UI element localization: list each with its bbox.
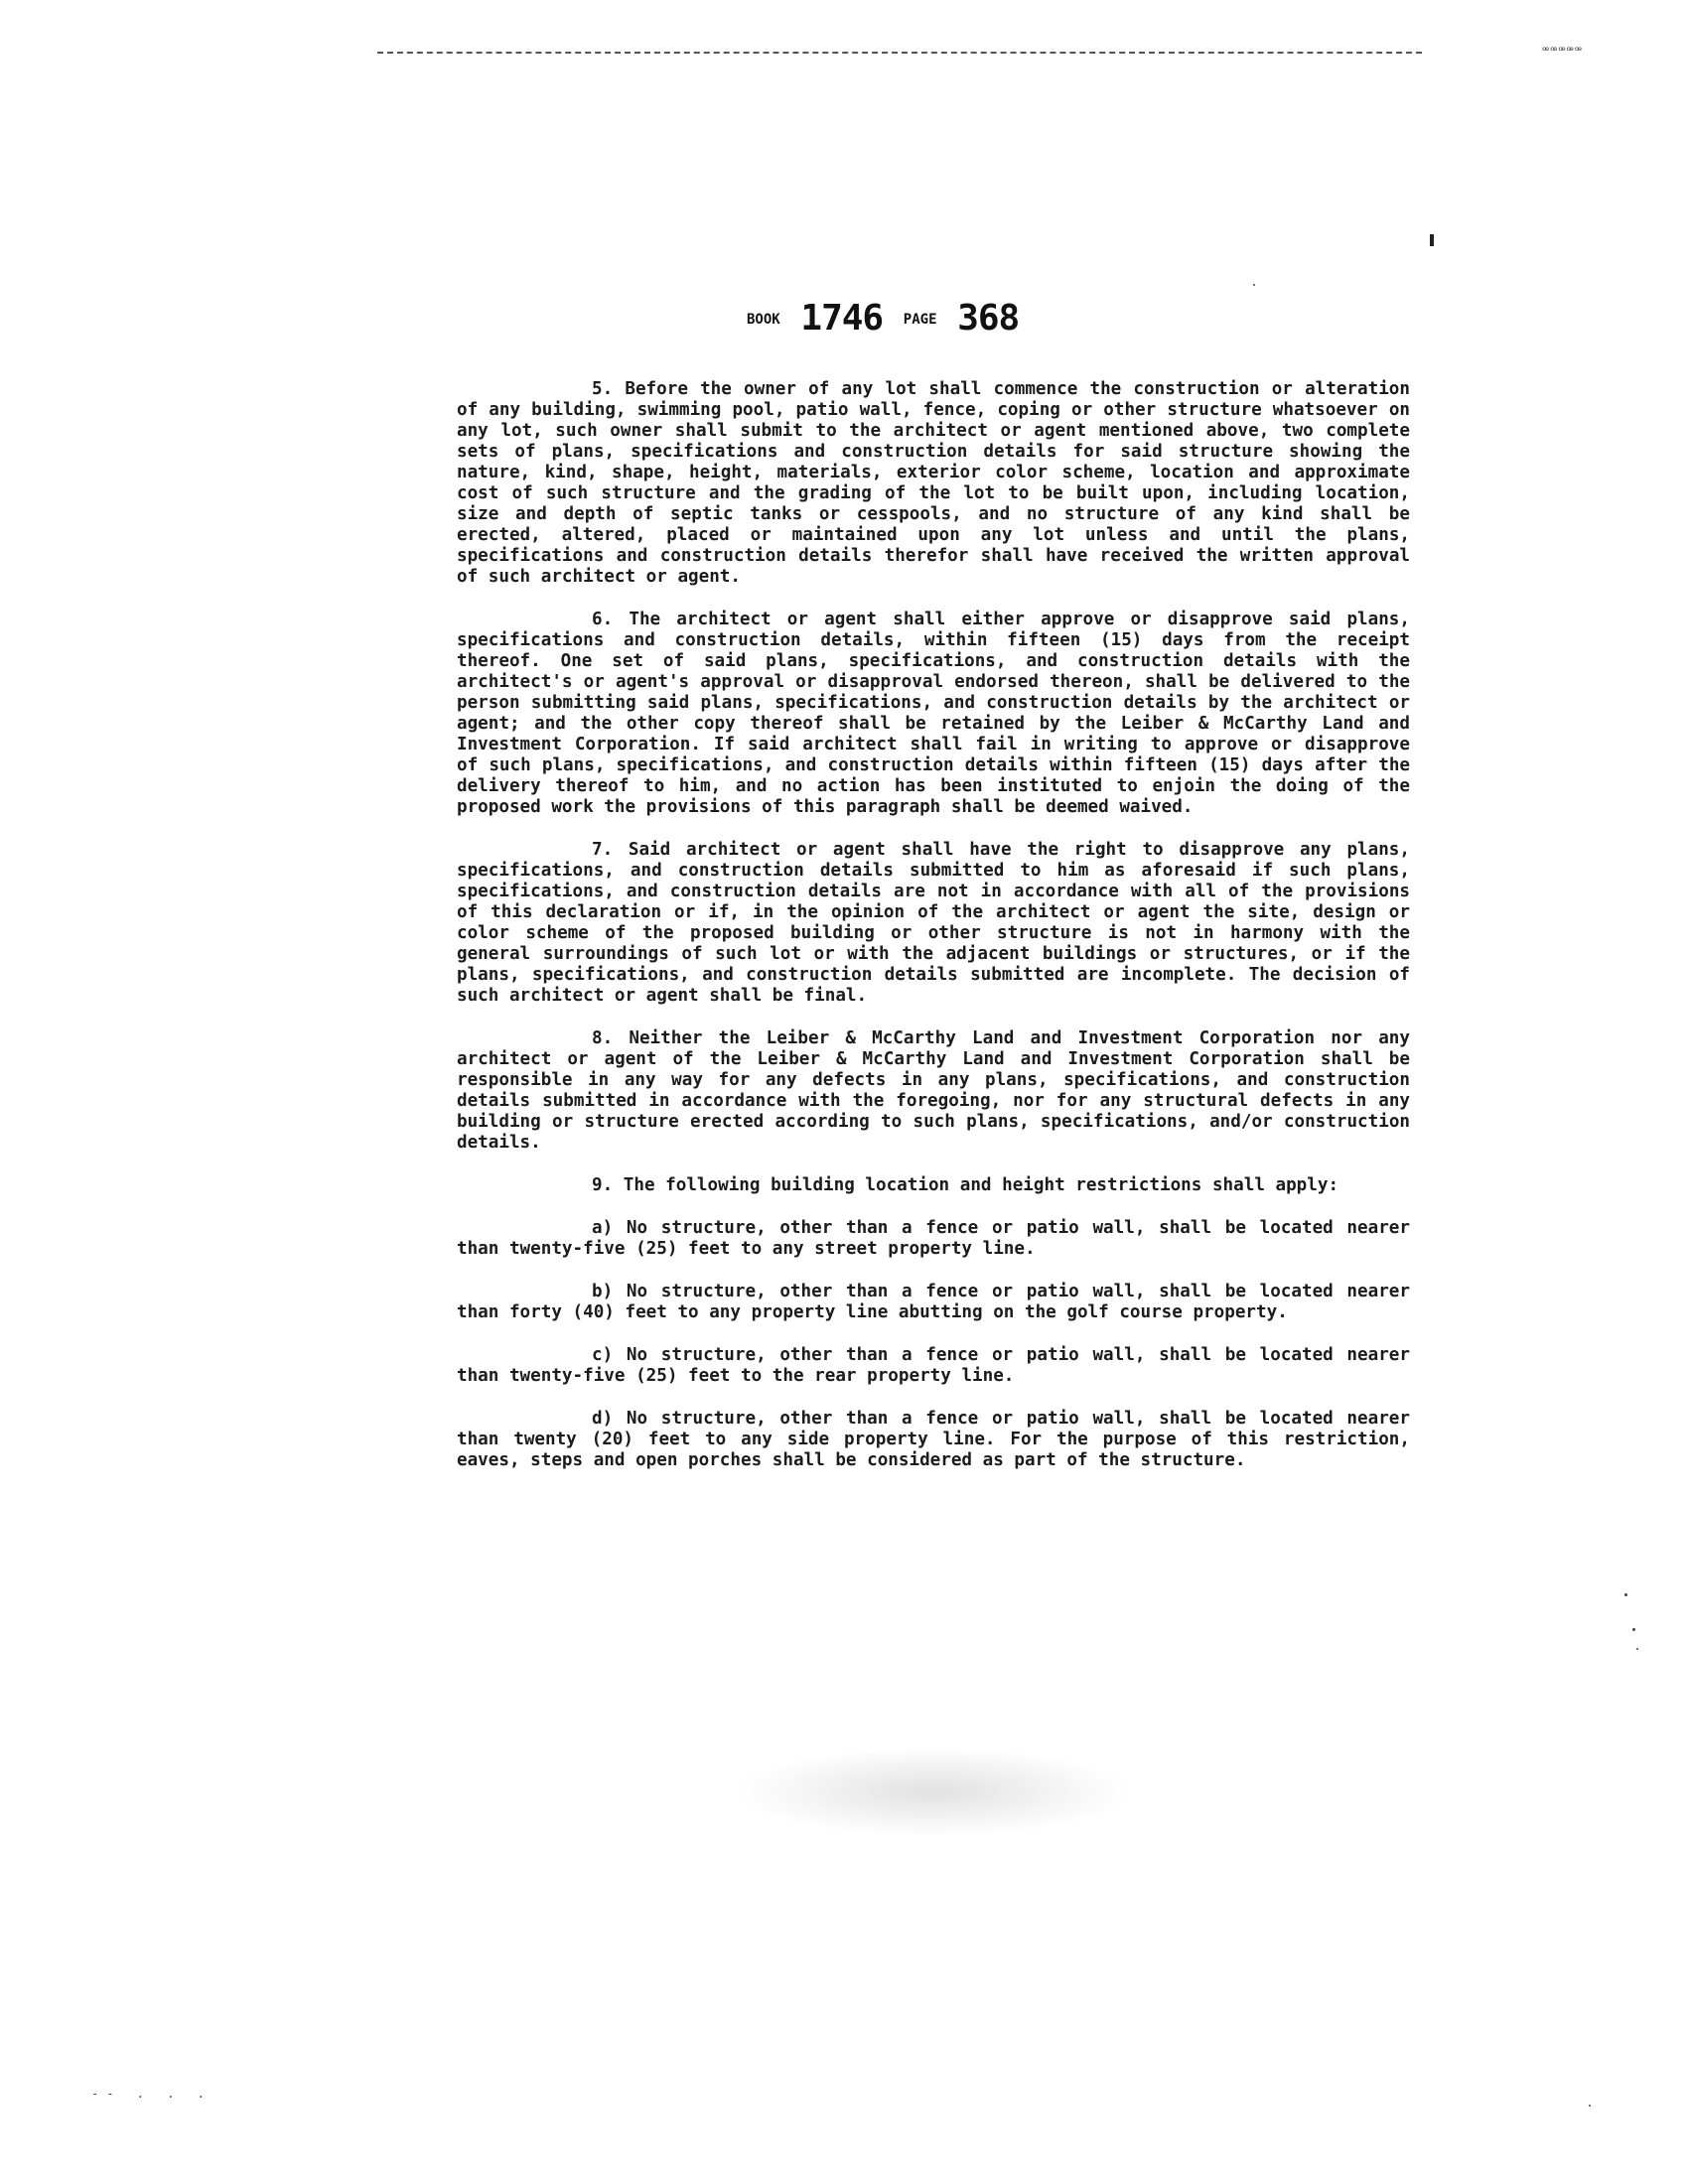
margin-mark [1430,234,1434,246]
book-page-stamp [747,298,1019,339]
scan-speck [1624,1593,1627,1596]
subparagraph-a: a) No structure, other than a fence or patio wall, shall be located nearer than twenty-five (25) feet to any street property line. [457,1218,1410,1259]
scan-speck [1632,1628,1635,1631]
scan-speck [1253,284,1255,286]
document-body [457,379,1410,1493]
paragraph-9: 9. The following building location and height restrictions shall apply: [592,1175,1339,1195]
subparagraph-d: d) No structure, other than a fence or patio wall, shall be located nearer than twenty (20) feet to any side property line. For the purpose of this restriction, eaves, steps and open porches shall be considered as part of the structure. [457,1409,1410,1470]
scan-speck [1589,2105,1591,2107]
page-label: PAGE [903,312,937,328]
book-number: 1746 [800,298,884,339]
paragraph-7: 7. Said architect or agent shall have the right to disapprove any plans, specifications, and construction details submitted to him as aforesaid if such plans, specifications, and construction details are not in accordance with all of the provisions of this declaration or if, in the opinion of the architect or agent the site, design or color scheme of the proposed building or other structure is not in harmony with the general surroundings of such lot or with the adjacent buildings or structures, or if the plans, specifications, and construction details submitted are incomplete. The decision of such architect or agent shall be final. [457,840,1410,1006]
paragraph-6: 6. The architect or agent shall either approve or disapprove said plans, specifications and construction details, within fifteen (15) days from the receipt thereof. One set of said plans, specifications, and construction details with the architect's or agent's approval or disapproval endorsed thereon, shall be delivered to the person submitting said plans, specifications, and construction details by the architect or agent; and the other copy thereof shall be retained by the Leiber & McCarthy Land and Investment Corporation. If said architect shall fail in writing to approve or disapprove of such plans, specifications, and construction details within fifteen (15) days after the delivery thereof to him, and no action has been instituted to enjoin the doing of the proposed work the provisions of this paragraph shall be deemed waived. [457,610,1410,817]
scan-top-rule [377,52,1422,57]
paragraph-5: 5. Before the owner of any lot shall commence the construction or alteration of any building, swimming pool, patio wall, fence, coping or other structure whatsoever on any lot, such owner shall submit to the architect or agent mentioned above, two complete sets of plans, specifications and construction details for said structure showing the nature, kind, shape, height, materials, exterior color scheme, location and approximate cost of such structure and the grading of the lot to be built upon, including location, size and depth of septic tanks or cesspools, and no structure of any kind shall be erected, altered, placed or maintained upon any lot unless and until the plans, specifications and construction details therefor shall have received the written approval of such architect or agent. [457,379,1410,587]
subparagraph-c: c) No structure, other than a fence or patio wall, shall be located nearer than twenty-five (25) feet to the rear property line. [457,1345,1410,1386]
page-number: 368 [957,298,1020,339]
scan-smudge [735,1747,1132,1837]
subparagraph-b: b) No structure, other than a fence or patio wall, shall be located nearer than forty (40) feet to any property line abutting on the golf course property. [457,1282,1410,1322]
scan-footer-marks: -- . . . [91,2087,212,2101]
scan-speck [1636,1648,1638,1650]
book-label: BOOK [747,312,780,328]
paragraph-8: 8. Neither the Leiber & McCarthy Land and Investment Corporation nor any architect or agent of the Leiber & McCarthy Land and Investment Corporation shall be responsible in any way for any defects in any plans, specifications, and construction details submitted in accordance with the foregoing, nor for any structural defects in any building or structure erected according to such plans, specifications, and/or construction details. [457,1028,1410,1153]
corner-scan-mark: ꟹꟹꟹꟹꟹ [1542,44,1584,58]
